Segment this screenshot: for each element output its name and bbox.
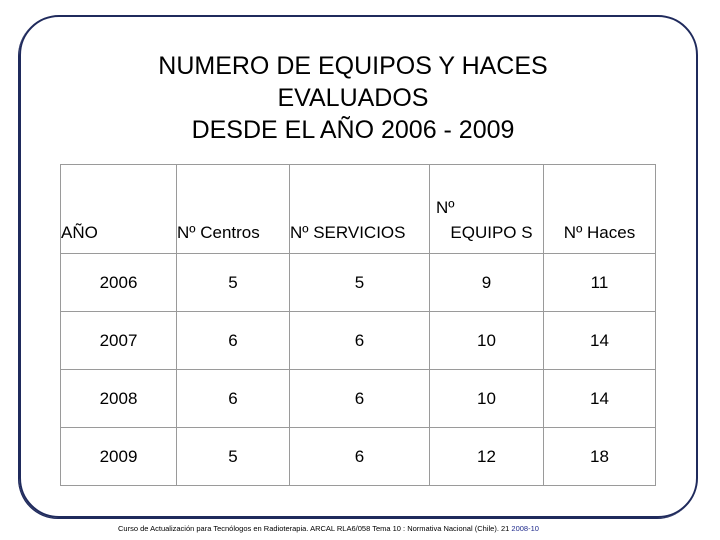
cell-haces: 11 [544,254,656,312]
slide-footer [118,524,618,533]
cell-servicios: 6 [290,428,430,486]
cell-centros: 5 [177,428,290,486]
cell-ano: 2006 [61,254,177,312]
cell-equipos: 12 [430,428,544,486]
table-row [61,428,656,486]
cell-haces: 14 [544,370,656,428]
table-row [61,254,656,312]
footer-text: Curso de Actualización para Tecnólogos en Radioterapia. ARCAL RLA6/058 Tema 10 : Normativa Nacional (Chile). 21 [118,524,512,533]
slide-title [100,50,606,146]
cell-centros: 6 [177,370,290,428]
cell-ano: 2008 [61,370,177,428]
header-ano: AÑO [61,165,177,254]
header-equipos-label: EQUIPO S [450,223,533,242]
header-equipos-no: Nº [436,198,455,217]
cell-centros: 5 [177,254,290,312]
cell-servicios: 6 [290,312,430,370]
table-row [61,312,656,370]
cell-haces: 14 [544,312,656,370]
equipment-table [60,164,656,486]
cell-servicios: 5 [290,254,430,312]
title-line-3: DESDE EL AÑO 2006 - 2009 [191,116,515,144]
table-header-row [61,165,656,254]
footer-date: 2008-10 [511,524,539,533]
cell-equipos: 10 [430,370,544,428]
cell-equipos: 10 [430,312,544,370]
header-centros: Nº Centros [177,165,290,254]
cell-ano: 2007 [61,312,177,370]
cell-haces: 18 [544,428,656,486]
cell-ano: 2009 [61,428,177,486]
header-equipos [430,165,544,254]
header-servicios: Nº SERVICIOS [290,165,430,254]
table-row [61,370,656,428]
title-line-1: NUMERO DE EQUIPOS Y HACES [158,52,548,80]
title-line-2: EVALUADOS [277,84,429,112]
header-haces: Nº Haces [544,165,656,254]
cell-equipos: 9 [430,254,544,312]
cell-centros: 6 [177,312,290,370]
cell-servicios: 6 [290,370,430,428]
